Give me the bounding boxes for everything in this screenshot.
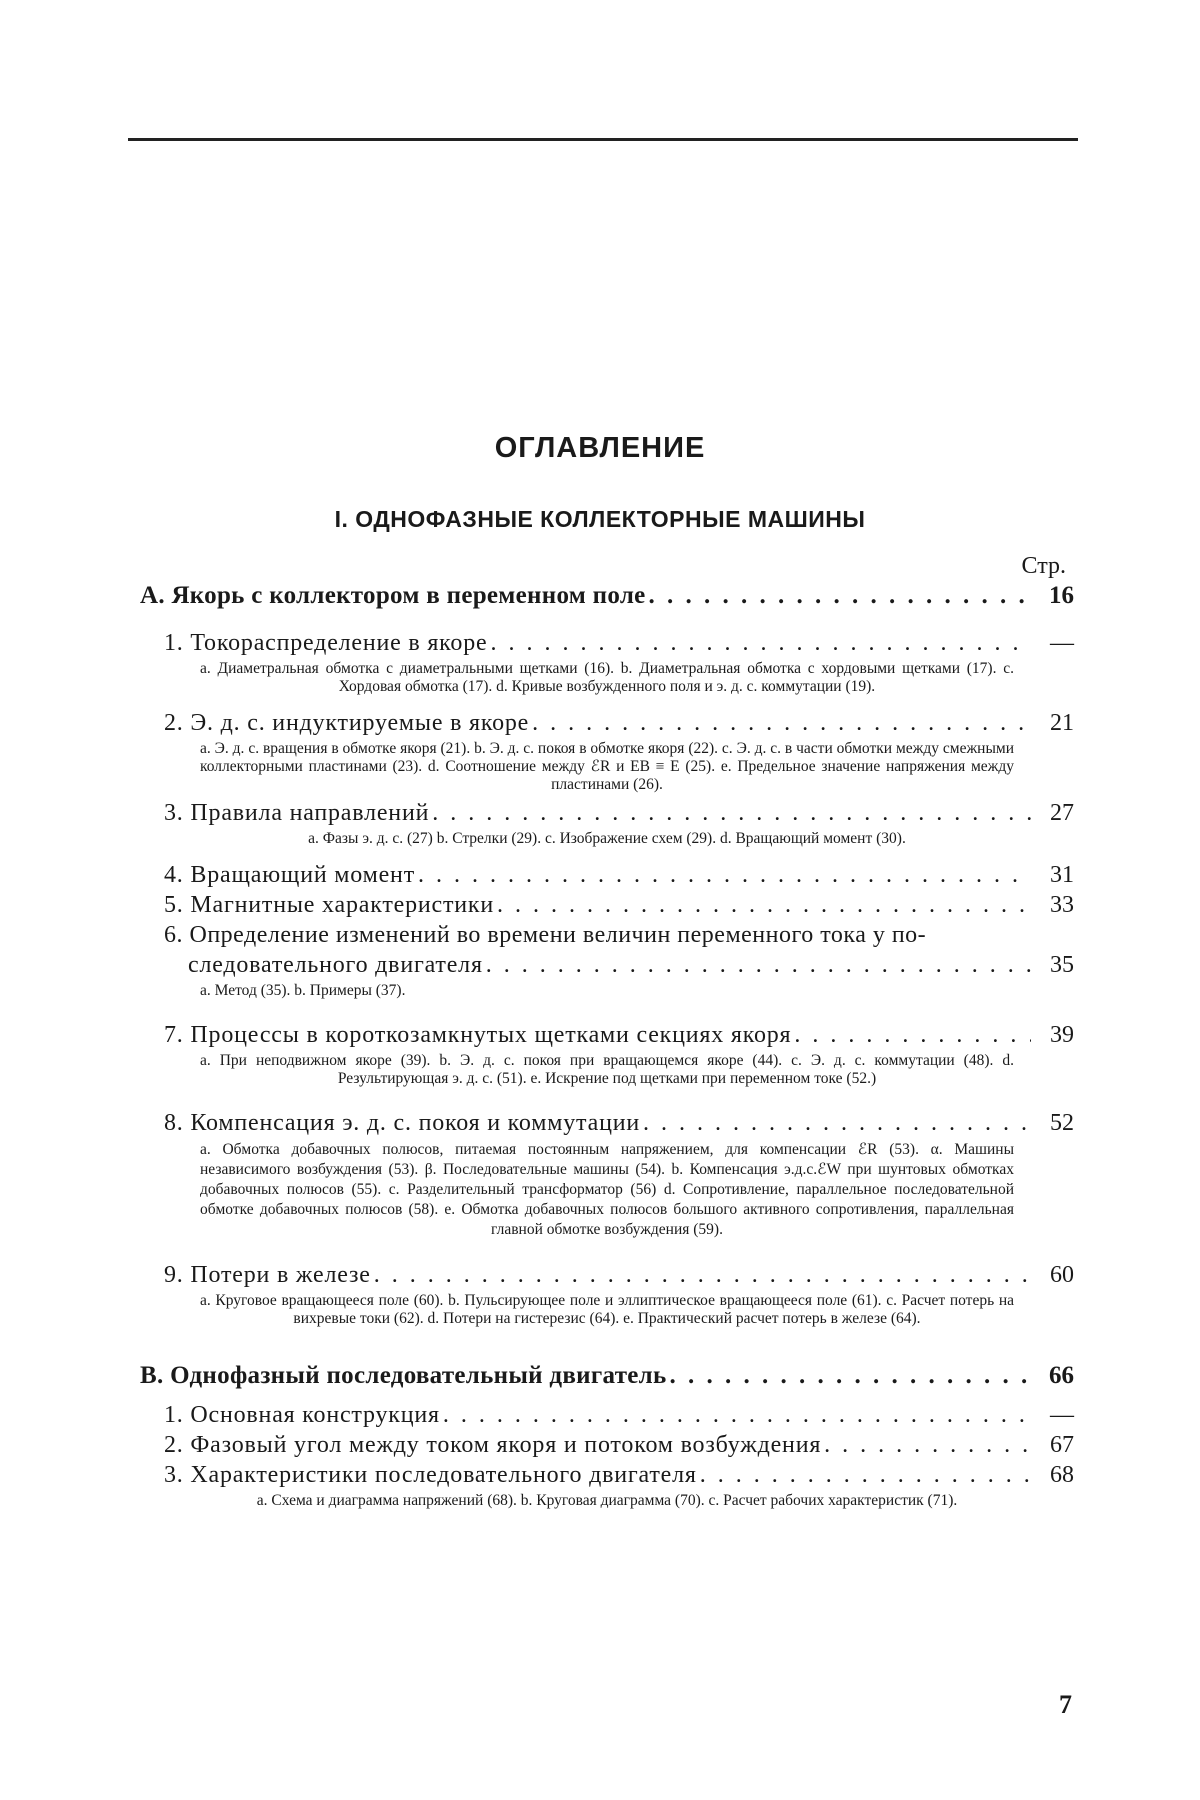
item-page: 52 <box>1050 1110 1074 1136</box>
toc-item[interactable] <box>140 920 1074 980</box>
item-label: следовательного двигателя <box>188 952 483 978</box>
section-label: В. Однофазный последовательный двигатель <box>140 1362 667 1389</box>
leader-dots <box>670 1360 1031 1392</box>
item-subtopics: а. Обмотка добавочных полюсов, питаемая постоянным напряжением, для компенсации ℰR (53). α. Машины независимого возбуждения (53). β. Последовательные машины (54). b. Компенсация э.д.с.ℰW при шунтовых обмотках добавочных полюсов (55). с. Разделительный трансформатор (56) d. Сопротивление, параллельное последовательной обмотке добавочных полюсов (58). е. Обмотка добавочных полюсов большого активного сопротивления, параллельная главной обмотке возбуждения (59). <box>200 1141 1014 1238</box>
section-page: 66 <box>1049 1362 1074 1389</box>
item-label: 4. Вращающий момент <box>164 862 415 888</box>
page-column-label: Стр. <box>1021 553 1066 579</box>
item-page: — <box>1050 630 1074 656</box>
item-label: 1. Основная конструкция <box>164 1402 440 1428</box>
toc-item[interactable] <box>140 628 1074 658</box>
item-page: 68 <box>1050 1462 1074 1488</box>
leader-dots <box>649 580 1031 612</box>
item-page: 35 <box>1050 952 1074 978</box>
toc-item[interactable] <box>140 708 1074 738</box>
section-label: А. Якорь с коллектором в переменном поле <box>140 582 646 609</box>
item-label: 1. Токораспределение в якоре <box>164 630 488 656</box>
item-label: 8. Компенсация э. д. с. покоя и коммутации <box>164 1110 641 1136</box>
item-subtopics: а. Э. д. с. вращения в обмотке якоря (21). b. Э. д. с. покоя в обмотке якоря (22). с. Э. д. с. в части обмотки между смежными коллекторными пластинами (23). d. Соотношение между ℰR и EB ≡ E (25). е. Предельное значение напряжения между пластинами (26). <box>200 740 1014 793</box>
item-subtopics: а. При неподвижном якоре (39). b. Э. д. с. покоя при вращающемся якоре (44). с. Э. д. с. коммутации (48). d. Результирующая э. д. с. (51). е. Искрение под щетками при переменном токе (52.) <box>200 1052 1014 1087</box>
item-page: — <box>1050 1402 1074 1428</box>
item-label: 2. Э. д. с. индуктируемые в якоре <box>164 710 530 736</box>
item-subtopics: а. Круговое вращающееся поле (60). b. Пульсирующее поле и эллиптическое вращающееся поле (61). с. Расчет потерь на вихревые токи (62). d. Потери на гистерезис (64). е. Практический расчет потерь в железе (64). <box>200 1292 1014 1327</box>
toc-item-continuation <box>140 950 1074 980</box>
item-label: 3. Характеристики последовательного двигателя <box>164 1462 697 1488</box>
page-title: ОГЛАВЛЕНИЕ <box>494 432 706 464</box>
leader-dots <box>374 1260 1031 1290</box>
leader-dots <box>497 890 1031 920</box>
item-subtopics: а. Фазы э. д. с. (27) b. Стрелки (29). с. Изображение схем (29). d. Вращающий момент (30). <box>308 830 906 847</box>
item-page: 39 <box>1050 1022 1074 1048</box>
item-page: 27 <box>1050 800 1074 826</box>
item-label: 7. Процессы в короткозамкнутых щетками секциях якоря <box>164 1022 792 1048</box>
top-rule <box>128 138 1078 141</box>
item-page: 60 <box>1050 1262 1074 1288</box>
toc-item[interactable] <box>140 890 1074 920</box>
leader-dots <box>794 1020 1031 1050</box>
leader-dots <box>643 1108 1031 1138</box>
item-label: 5. Магнитные характеристики <box>164 892 495 918</box>
item-label: 2. Фазовый угол между током якоря и потоком возбуждения <box>164 1432 822 1458</box>
part-title: I. ОДНОФАЗНЫЕ КОЛЛЕКТОРНЫЕ МАШИНЫ <box>334 506 866 532</box>
leader-dots <box>443 1400 1031 1430</box>
leader-dots <box>418 860 1031 890</box>
item-subtopics: а. Диаметральная обмотка с диаметральными щетками (16). b. Диаметральная обмотка с хордовыми щетками (17). с. Хордовая обмотка (17). d. Кривые возбужденного поля и э. д. с. коммутации (19). <box>200 660 1014 695</box>
leader-dots <box>490 628 1031 658</box>
toc-item[interactable] <box>140 860 1074 890</box>
toc-item[interactable] <box>140 1020 1074 1050</box>
section-page: 16 <box>1049 582 1074 609</box>
page-number: 7 <box>1059 1690 1072 1719</box>
item-page: 21 <box>1050 710 1074 736</box>
leader-dots <box>700 1460 1031 1490</box>
toc-section-b[interactable] <box>140 1360 1074 1392</box>
leader-dots <box>432 798 1031 828</box>
table-of-contents <box>140 580 1074 1514</box>
toc-item[interactable] <box>140 1260 1074 1290</box>
toc-item[interactable] <box>140 1400 1074 1430</box>
item-label: 3. Правила направлений <box>164 800 430 826</box>
toc-item[interactable] <box>140 1108 1074 1138</box>
item-subtopics: а. Схема и диаграмма напряжений (68). b. Круговая диаграмма (70). с. Расчет рабочих характеристик (71). <box>256 1492 958 1509</box>
item-label-line1: 6. Определение изменений во времени величин переменного тока у по- <box>164 922 927 948</box>
toc-section-a[interactable] <box>140 580 1074 612</box>
toc-item[interactable] <box>140 1430 1074 1460</box>
item-label: 9. Потери в железе <box>164 1262 371 1288</box>
toc-item[interactable] <box>140 1460 1074 1490</box>
item-page: 33 <box>1050 892 1074 918</box>
leader-dots <box>532 708 1031 738</box>
item-subtopics: а. Метод (35). b. Примеры (37). <box>200 982 406 999</box>
item-page: 31 <box>1050 862 1074 888</box>
item-page: 67 <box>1050 1432 1074 1458</box>
leader-dots <box>824 1430 1031 1460</box>
toc-item[interactable] <box>140 798 1074 828</box>
leader-dots <box>486 950 1031 980</box>
